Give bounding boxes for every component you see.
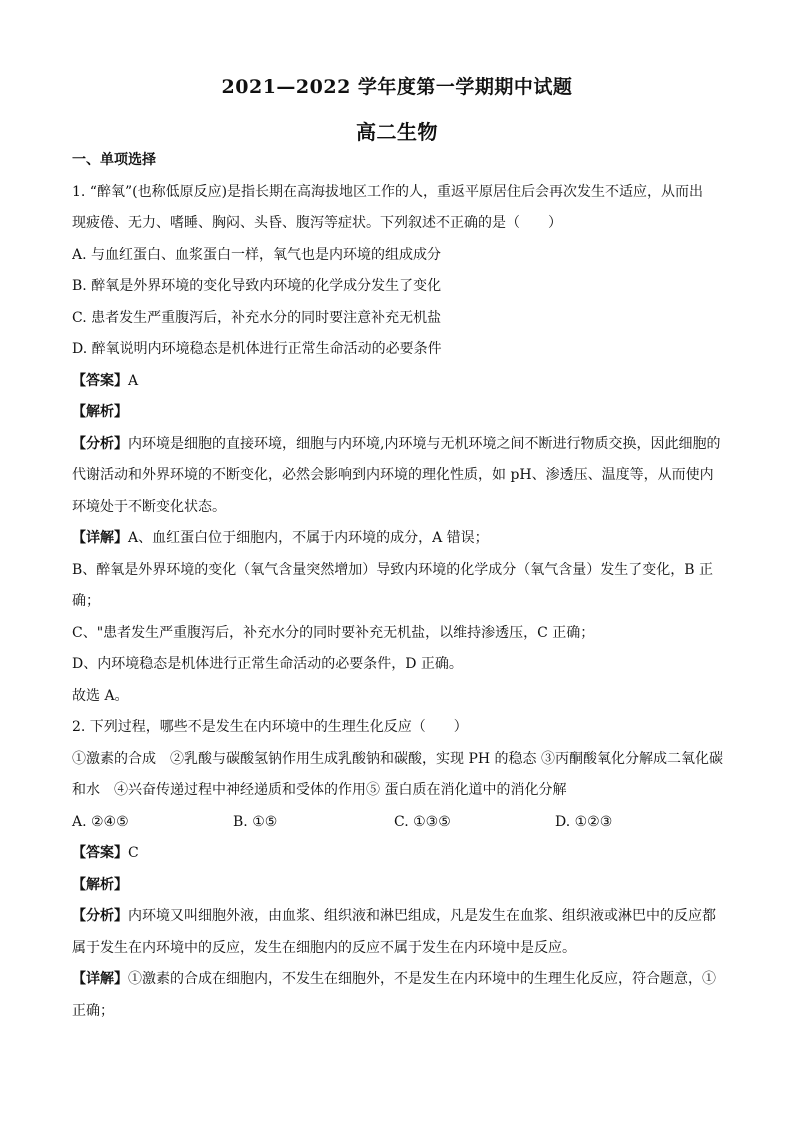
q1-fenxi-line-2: 代谢活动和外界环境的不断变化，必然会影响到内环境的理化性质，如 pH、渗透压、温度等，从而使内 bbox=[72, 467, 714, 483]
q2-xiangjie-line-1 bbox=[72, 964, 724, 996]
document-body bbox=[72, 145, 724, 1027]
xiangjie-text: A、血红蛋白位于细胞内，不属于内环境的成分，A 错误； bbox=[128, 530, 489, 546]
q1-xiangjie-line-2: B、醉氧是外界环境的变化（氧气含量突然增加）导致内环境的化学成分（氧气含量）发生了变化，B 正 bbox=[72, 561, 714, 578]
q1-xiangjie-line-4: C、"患者发生严重腹泻后，补充水分的同时要补充无机盐，以维持渗透压，C 正确； bbox=[72, 624, 595, 641]
answer-value: A bbox=[128, 372, 139, 389]
q1-fenxi-line-1 bbox=[72, 429, 724, 461]
answer-tag: 【答案】 bbox=[72, 372, 128, 389]
section-heading: 一、单项选择 bbox=[72, 152, 156, 168]
q2-option-d: D. ①②③ bbox=[555, 813, 613, 830]
answer-tag: 【答案】 bbox=[72, 845, 128, 861]
q2-option-a: A. ②④⑤ bbox=[72, 813, 129, 830]
q2-items-line-1: ①激素的合成 ②乳酸与碳酸氢钠作用生成乳酸钠和碳酸，实现 PH 的稳态 ③丙酮酸氧化分解成二氧化碳 bbox=[72, 750, 723, 767]
q1-xiangjie-line-5: D、内环境稳态是机体进行正常生命活动的必要条件，D 正确。 bbox=[72, 656, 463, 672]
xiangjie-tag: 【详解】 bbox=[72, 530, 128, 546]
fenxi-text: 内环境是细胞的直接环境，细胞与内环境,内环境与无机环境之间不断进行物质交换，因此细胞的 bbox=[128, 435, 721, 452]
q2-items-line-2: 和水 ④兴奋传递过程中神经递质和受体的作用⑤ 蛋白质在消化道中的消化分解 bbox=[72, 782, 567, 798]
q1-option-c: C. 患者发生严重腹泻后，补充水分的同时要注意补充无机盐 bbox=[72, 309, 442, 326]
fenxi-tag: 【分析】 bbox=[72, 435, 128, 452]
page-title: 2021—2022 学年度第一学期期中试题 bbox=[221, 76, 573, 98]
q1-fenxi-line-3: 环境处于不断变化状态。 bbox=[72, 498, 226, 515]
q2-xiangjie-line-2: 正确； bbox=[72, 1002, 114, 1019]
q1-stem-line-1: 1. “醉氧”(也称低原反应)是指长期在高海拔地区工作的人，重返平原居住后会再次发生不适应，从而出 bbox=[72, 183, 704, 200]
q2-stem: 2. 下列过程，哪些不是发生在内环境中的生理生化反应（ ） bbox=[72, 719, 468, 735]
q1-stem-line-2: 现疲倦、无力、嗜睡、胸闷、头昏、腹泻等症状。下列叙述不正确的是（ ） bbox=[72, 215, 562, 231]
q1-xiangjie-line-1 bbox=[72, 523, 724, 555]
q1-conclusion: 故选 A。 bbox=[72, 687, 129, 704]
answer-value: C bbox=[128, 845, 139, 861]
q1-answer bbox=[72, 366, 724, 398]
q1-xiangjie-line-3: 确； bbox=[72, 593, 100, 609]
q1-option-a: A. 与血红蛋白、血浆蛋白一样，氧气也是内环境的组成成分 bbox=[72, 246, 442, 263]
page-subtitle: 高二生物 bbox=[356, 120, 438, 144]
q1-analysis-tag: 【解析】 bbox=[72, 404, 128, 420]
xiangjie-text: ①激素的合成在细胞内，不发生在细胞外，不是发生在内环境中的生理生化反应，符合题意，① bbox=[128, 971, 716, 987]
q2-fenxi-line-1 bbox=[72, 901, 724, 933]
fenxi-text: 内环境又叫细胞外液，由血浆、组织液和淋巴组成，凡是发生在血浆、组织液或淋巴中的反应都 bbox=[128, 908, 716, 924]
q2-option-c: C. ①③⑤ bbox=[394, 813, 451, 830]
q2-option-b: B. ①⑤ bbox=[233, 813, 278, 830]
q2-answer bbox=[72, 838, 724, 870]
q2-analysis-tag: 【解析】 bbox=[72, 876, 128, 893]
q1-option-b: B. 醉氧是外界环境的变化导致内环境的化学成分发生了变化 bbox=[72, 278, 442, 294]
q2-fenxi-line-2: 属于发生在内环境中的反应，发生在细胞内的反应不属于发生在内环境中是反应。 bbox=[72, 939, 576, 956]
fenxi-tag: 【分析】 bbox=[72, 908, 128, 924]
q1-option-d: D. 醉氧说明内环境稳态是机体进行正常生命活动的必要条件 bbox=[72, 341, 442, 357]
q2-options bbox=[72, 807, 724, 839]
xiangjie-tag: 【详解】 bbox=[72, 971, 128, 987]
